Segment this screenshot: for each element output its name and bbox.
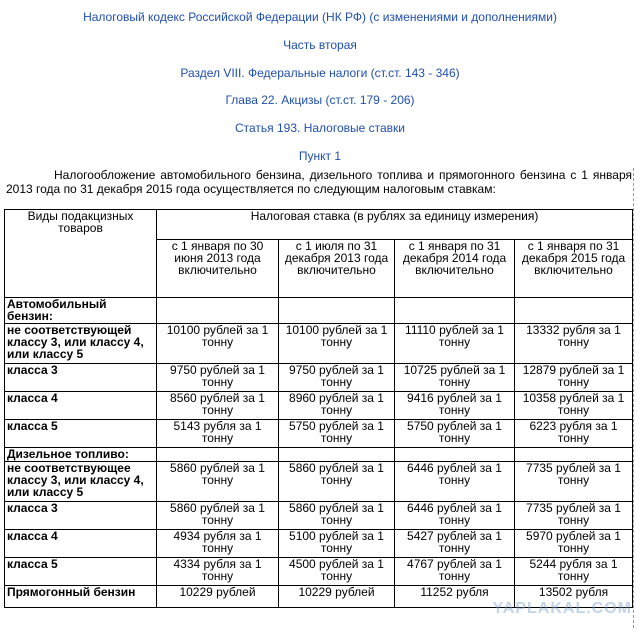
rate-cell: 7735 рублей за 1 тонну	[515, 502, 633, 530]
row-label: не соответствующее классу 3, или классу 4, или классу 5	[5, 462, 157, 502]
rate-cell: 10100 рублей за 1 тонну	[157, 324, 279, 364]
rate-cell: 5750 рублей за 1 тонну	[395, 420, 515, 448]
row-label: класса 5	[5, 558, 157, 586]
row-label: класса 5	[5, 420, 157, 448]
rate-cell: 8560 рублей за 1 тонну	[157, 392, 279, 420]
rate-cell: 5100 рублей за 1 тонну	[279, 530, 395, 558]
rate-cell: 6446 рублей за 1 тонну	[395, 462, 515, 502]
header-period-1: с 1 января по 30 июня 2013 года включительно	[157, 240, 279, 298]
rate-cell: 5970 рублей за 1 тонну	[515, 530, 633, 558]
empty-cell	[157, 448, 279, 462]
rate-cell: 10100 рублей за 1 тонну	[279, 324, 395, 364]
empty-cell	[157, 298, 279, 324]
rate-cell: 9416 рублей за 1 тонну	[395, 392, 515, 420]
rate-cell: 5860 рублей за 1 тонну	[279, 502, 395, 530]
row-label: класса 3	[5, 502, 157, 530]
table-row	[5, 324, 633, 364]
doc-title: Налоговый кодекс Российской Федерации (НК РФ) (с изменениями и дополнениями)	[83, 10, 557, 24]
header-goods: Виды подакцизных товаров	[5, 210, 157, 298]
section-row	[5, 298, 633, 324]
section-title: Дизельное топливо:	[5, 448, 157, 462]
page-edge-line	[633, 168, 634, 628]
rate-cell: 9750 рублей за 1 тонну	[157, 364, 279, 392]
rate-cell: 5860 рублей за 1 тонну	[157, 462, 279, 502]
rate-cell: 13502 рубля	[515, 586, 633, 608]
chapter-heading: Глава 22. Акцизы (ст.ст. 179 - 206)	[225, 93, 415, 107]
rate-cell: 4767 рублей за 1 тонну	[395, 558, 515, 586]
rate-cell: 4500 рублей за 1 тонну	[279, 558, 395, 586]
section-heading: Раздел VIII. Федеральные налоги (ст.ст. 143 - 346)	[180, 66, 460, 80]
table-row	[5, 558, 633, 586]
intro-paragraph: Налогообложение автомобильного бензина, дизельного топлива и прямогонного бензина с 1 января 2013 года по 31 декабря 2015 года осуществляется по следующим налоговым ставкам:	[6, 168, 632, 196]
header-period-4: с 1 января по 31 декабря 2015 года включительно	[515, 240, 633, 298]
empty-cell	[279, 298, 395, 324]
rate-cell: 5860 рублей за 1 тонну	[157, 502, 279, 530]
header-period-2: с 1 июля по 31 декабря 2013 года включительно	[279, 240, 395, 298]
empty-cell	[395, 448, 515, 462]
rate-cell: 5244 рубля за 1 тонну	[515, 558, 633, 586]
table-row	[5, 420, 633, 448]
rate-cell: 5427 рублей за 1 тонну	[395, 530, 515, 558]
row-label: класса 3	[5, 364, 157, 392]
row-label: класса 4	[5, 392, 157, 420]
section-title: Автомобильный бензин:	[5, 298, 157, 324]
empty-cell	[515, 448, 633, 462]
rate-cell: 5143 рубля за 1 тонну	[157, 420, 279, 448]
rate-cell: 8960 рублей за 1 тонну	[279, 392, 395, 420]
part-heading: Часть вторая	[283, 38, 357, 52]
empty-cell	[395, 298, 515, 324]
rate-cell: 10358 рублей за 1 тонну	[515, 392, 633, 420]
tax-rate-table	[4, 209, 633, 608]
table-row	[5, 530, 633, 558]
rate-cell: 10229 рублей	[279, 586, 395, 608]
rate-cell: 6223 рубля за 1 тонну	[515, 420, 633, 448]
row-label: Прямогонный бензин	[5, 586, 157, 608]
section-row	[5, 448, 633, 462]
rate-cell: 11252 рубля	[395, 586, 515, 608]
rate-cell: 7735 рублей за 1 тонну	[515, 462, 633, 502]
rate-cell: 4334 рубля за 1 тонну	[157, 558, 279, 586]
header-period-3: с 1 января по 31 декабря 2014 года включительно	[395, 240, 515, 298]
table-row	[5, 586, 633, 608]
empty-cell	[515, 298, 633, 324]
watermark: YAPLAKAL.COM	[492, 600, 632, 617]
rate-cell: 5750 рублей за 1 тонну	[279, 420, 395, 448]
rate-cell: 10229 рублей	[157, 586, 279, 608]
table-row	[5, 502, 633, 530]
rate-cell: 5860 рублей за 1 тонну	[279, 462, 395, 502]
empty-cell	[279, 448, 395, 462]
rate-cell: 12879 рублей за 1 тонну	[515, 364, 633, 392]
row-label: класса 4	[5, 530, 157, 558]
rate-cell: 13332 рубля за 1 тонну	[515, 324, 633, 364]
article-heading: Статья 193. Налоговые ставки	[234, 121, 405, 135]
clause-heading: Пункт 1	[298, 149, 342, 163]
rate-cell: 6446 рублей за 1 тонну	[395, 502, 515, 530]
rate-cell: 10725 рублей за 1 тонну	[395, 364, 515, 392]
row-label: не соответствующей классу 3, или классу 4, или классу 5	[5, 324, 157, 364]
table-row	[5, 462, 633, 502]
rate-cell: 11110 рублей за 1 тонну	[395, 324, 515, 364]
rate-cell: 9750 рублей за 1 тонну	[279, 364, 395, 392]
table-row	[5, 392, 633, 420]
header-rate: Налоговая ставка (в рублях за единицу измерения)	[157, 210, 633, 240]
rate-cell: 4934 рубля за 1 тонну	[157, 530, 279, 558]
table-row	[5, 364, 633, 392]
